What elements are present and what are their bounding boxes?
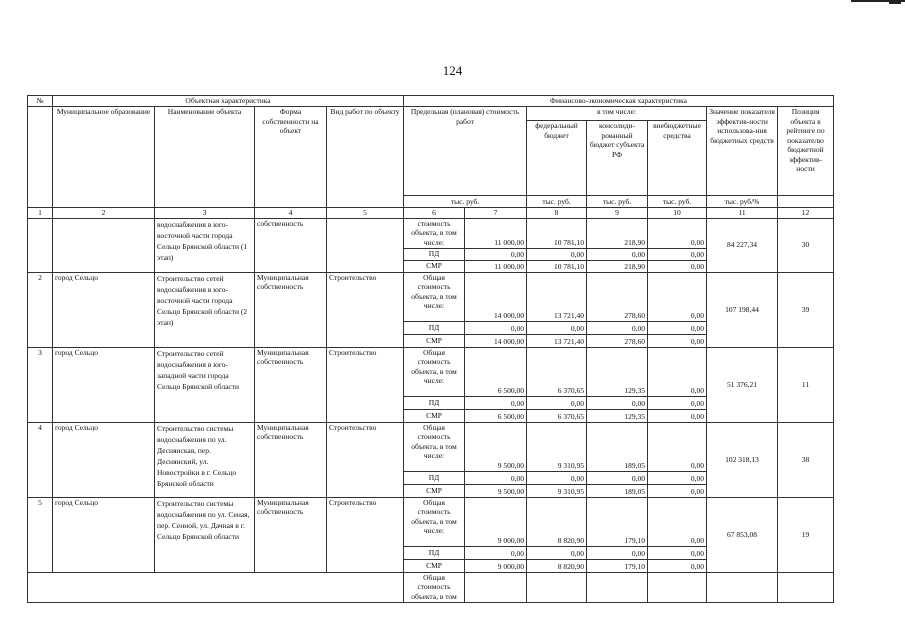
ownership: собственность xyxy=(255,218,327,272)
total-cost: 14 000,00 xyxy=(465,272,527,321)
header-cost: Предельная (плановая) стоимость работ xyxy=(404,107,527,196)
colnum: 1 xyxy=(28,208,53,219)
total-consolidated: 278,60 xyxy=(587,272,648,321)
total-label: Общая стоимость объекта, в том xyxy=(404,572,465,602)
total-consolidated: 179,10 xyxy=(587,497,648,546)
municipality: город Сельцо xyxy=(53,422,155,497)
smr-consolidated: 189,05 xyxy=(587,484,648,497)
indicator-value: 107 198,44 xyxy=(707,272,778,347)
colnum: 10 xyxy=(648,208,707,219)
total-label: Общая стоимость объекта, в том числе: xyxy=(404,347,465,396)
smr-federal: 10 781,10 xyxy=(527,260,587,272)
smr-extrabudget: 0,00 xyxy=(648,559,707,572)
total-consolidated: 189,05 xyxy=(587,422,648,471)
smr-consolidated: 218,90 xyxy=(587,260,648,272)
pd-extrabudget: 0,00 xyxy=(648,248,707,260)
header-object-name: Наименование объекта xyxy=(155,107,255,208)
unit-consolidated: тыс. руб. xyxy=(587,196,648,208)
header-financial-characteristic: Финансово-экономическая характеристика xyxy=(404,96,834,107)
header-object-characteristic: Объектная характеристика xyxy=(53,96,404,107)
ownership: Муниципальная собственность xyxy=(255,422,327,497)
smr-federal: 6 370,65 xyxy=(527,409,587,422)
table-row xyxy=(28,422,834,471)
indicator-value: 67 853,08 xyxy=(707,497,778,572)
rating-position: 19 xyxy=(778,497,834,572)
pd-label: ПД xyxy=(404,546,465,559)
rating-position: 39 xyxy=(778,272,834,347)
pd-extrabudget: 0,00 xyxy=(648,471,707,484)
page-number: 124 xyxy=(442,63,463,78)
unit-extrabudget: тыс. руб. xyxy=(648,196,707,208)
total-cost: 6 500,00 xyxy=(465,347,527,396)
smr-cost: 9 000,00 xyxy=(465,559,527,572)
table-row xyxy=(28,347,834,396)
column-number-row xyxy=(28,208,834,219)
header-position: Позиция объекта в рейтинге по показателю бюджетной эффектив-ности xyxy=(778,107,834,196)
pd-extrabudget: 0,00 xyxy=(648,396,707,409)
header-num: № xyxy=(28,96,53,107)
smr-label: СМР xyxy=(404,334,465,347)
table-row xyxy=(28,218,834,248)
pd-cost: 0,00 xyxy=(465,396,527,409)
pd-extrabudget: 0,00 xyxy=(648,546,707,559)
table-row xyxy=(28,272,834,321)
financial-table xyxy=(27,95,834,603)
smr-cost: 11 000,00 xyxy=(465,260,527,272)
indicator-value: 102 318,13 xyxy=(707,422,778,497)
total-federal: 10 781,10 xyxy=(527,218,587,248)
total-cost: 9 500,00 xyxy=(465,422,527,471)
table-row xyxy=(28,497,834,546)
row-number: 2 xyxy=(28,272,53,347)
total-consolidated: 218,90 xyxy=(587,218,648,248)
total-label: Общая стоимость объекта, в том числе: xyxy=(404,272,465,321)
total-federal: 9 310,95 xyxy=(527,422,587,471)
work-type: Строительство xyxy=(327,272,404,347)
indicator-value: 84 227,34 xyxy=(707,218,778,272)
ownership: Муниципальная собственность xyxy=(255,272,327,347)
smr-federal: 8 820,90 xyxy=(527,559,587,572)
total-federal: 6 370,65 xyxy=(527,347,587,396)
total-extrabudget: 0,00 xyxy=(648,218,707,248)
smr-label: СМР xyxy=(404,260,465,272)
smr-consolidated: 179,10 xyxy=(587,559,648,572)
unit-federal: тыс. руб. xyxy=(527,196,587,208)
smr-consolidated: 278,60 xyxy=(587,334,648,347)
ownership: Муниципальная собственность xyxy=(255,347,327,422)
scan-mark-2 xyxy=(889,0,901,4)
smr-extrabudget: 0,00 xyxy=(648,334,707,347)
pd-consolidated: 0,00 xyxy=(587,396,648,409)
header-including: в том числе: xyxy=(527,107,707,121)
unit-indicator: тыс. руб/% xyxy=(707,196,778,208)
pd-cost: 0,00 xyxy=(465,321,527,334)
work-type: Строительство xyxy=(327,497,404,572)
header-municipality: Муниципальное образование xyxy=(53,107,155,208)
pd-cost: 0,00 xyxy=(465,546,527,559)
colnum: 11 xyxy=(707,208,778,219)
work-type: Строительство xyxy=(327,422,404,497)
total-extrabudget: 0,00 xyxy=(648,347,707,396)
total-label: стоимость объекта, в том числе: xyxy=(404,218,465,248)
total-extrabudget: 0,00 xyxy=(648,422,707,471)
object-name: Строительство сетей водоснабжения в юго-западной части города Сельцо Брянской области xyxy=(155,347,255,422)
smr-cost: 14 000,00 xyxy=(465,334,527,347)
header-extrabudget: внебюджетные средства xyxy=(648,121,707,196)
smr-extrabudget: 0,00 xyxy=(648,260,707,272)
total-extrabudget: 0,00 xyxy=(648,497,707,546)
object-name: Строительство сетей водоснабжения в юго-восточной части города Сельцо Брянской области (2 этап) xyxy=(155,272,255,347)
header-consolidated: консолиди-рованный бюджет субъекта РФ xyxy=(587,121,648,196)
header-indicator: Значение показателя эффектив-ности использова-ния бюджетных средств xyxy=(707,107,778,196)
total-federal: 8 820,90 xyxy=(527,497,587,546)
total-extrabudget: 0,00 xyxy=(648,272,707,321)
pd-consolidated: 0,00 xyxy=(587,248,648,260)
pd-label: ПД xyxy=(404,471,465,484)
colnum: 9 xyxy=(587,208,648,219)
total-federal: 13 721,40 xyxy=(527,272,587,321)
smr-label: СМР xyxy=(404,484,465,497)
pd-consolidated: 0,00 xyxy=(587,321,648,334)
smr-extrabudget: 0,00 xyxy=(648,484,707,497)
colnum: 8 xyxy=(527,208,587,219)
total-label: Общая стоимость объекта, в том числе: xyxy=(404,497,465,546)
row-number: 5 xyxy=(28,497,53,572)
ownership: Муниципальная собственность xyxy=(255,497,327,572)
row-number: 3 xyxy=(28,347,53,422)
work-type: Строительство xyxy=(327,347,404,422)
pd-label: ПД xyxy=(404,321,465,334)
indicator-value: 51 376,21 xyxy=(707,347,778,422)
pd-federal: 0,00 xyxy=(527,321,587,334)
municipality: город Сельцо xyxy=(53,347,155,422)
rating-position: 38 xyxy=(778,422,834,497)
pd-cost: 0,00 xyxy=(465,248,527,260)
municipality: город Сельцо xyxy=(53,497,155,572)
object-name: Строительство системы водоснабжения по ул. Деснянская, пер. Деснянский, ул. Новостройки в г. Сельцо Брянской области xyxy=(155,422,255,497)
table-row-partial xyxy=(28,572,834,602)
pd-label: ПД xyxy=(404,396,465,409)
object-name: водоснабжения в юго-восточной части города Сельцо Брянской области (1 этап) xyxy=(155,218,255,272)
pd-federal: 0,00 xyxy=(527,396,587,409)
unit-cost: тыс. руб. xyxy=(404,196,527,208)
colnum: 2 xyxy=(53,208,155,219)
colnum: 6 xyxy=(404,208,465,219)
pd-federal: 0,00 xyxy=(527,471,587,484)
smr-extrabudget: 0,00 xyxy=(648,409,707,422)
header-federal: федеральный бюджет xyxy=(527,121,587,196)
municipality: город Сельцо xyxy=(53,272,155,347)
pd-consolidated: 0,00 xyxy=(587,546,648,559)
header-work-type: Вид работ по объекту xyxy=(327,107,404,208)
header-ownership: Форма собственности на объект xyxy=(255,107,327,208)
smr-cost: 6 500,00 xyxy=(465,409,527,422)
total-consolidated: 129,35 xyxy=(587,347,648,396)
pd-consolidated: 0,00 xyxy=(587,471,648,484)
smr-federal: 13 721,40 xyxy=(527,334,587,347)
object-name: Строительство системы водоснабжения по ул. Сеная, пер. Сенной, ул. Дачная в г. Сельцо Брянской области xyxy=(155,497,255,572)
row-number: 4 xyxy=(28,422,53,497)
smr-label: СМР xyxy=(404,409,465,422)
colnum: 7 xyxy=(465,208,527,219)
smr-label: СМР xyxy=(404,559,465,572)
rating-position: 11 xyxy=(778,347,834,422)
colnum: 4 xyxy=(255,208,327,219)
smr-consolidated: 129,35 xyxy=(587,409,648,422)
pd-federal: 0,00 xyxy=(527,248,587,260)
rating-position: 30 xyxy=(778,218,834,272)
pd-extrabudget: 0,00 xyxy=(648,321,707,334)
pd-cost: 0,00 xyxy=(465,471,527,484)
colnum: 5 xyxy=(327,208,404,219)
smr-cost: 9 500,00 xyxy=(465,484,527,497)
total-label: Общая стоимость объекта, в том числе: xyxy=(404,422,465,471)
total-cost: 9 000,00 xyxy=(465,497,527,546)
pd-label: ПД xyxy=(404,248,465,260)
smr-federal: 9 310,95 xyxy=(527,484,587,497)
colnum: 12 xyxy=(778,208,834,219)
colnum: 3 xyxy=(155,208,255,219)
total-cost: 11 000,00 xyxy=(465,218,527,248)
pd-federal: 0,00 xyxy=(527,546,587,559)
